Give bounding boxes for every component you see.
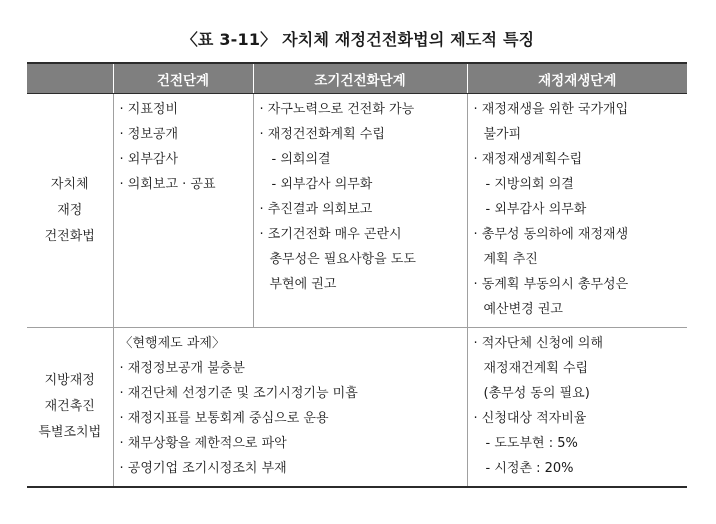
list-heading: 〈현행제도 과제〉 bbox=[119, 336, 225, 351]
cell-rebuild-stage bbox=[467, 94, 687, 328]
list-subitem: - 시정촌 : 20% bbox=[485, 461, 574, 476]
list-item-continuation: 계획 추진 bbox=[483, 252, 538, 267]
cell-sound-stage bbox=[113, 94, 253, 328]
row-head-line: 특별조치법 bbox=[38, 425, 102, 440]
list-item: · 채무상황을 제한적으로 파악 bbox=[119, 436, 287, 451]
list-item: · 공영기업 조기시정조치 부재 bbox=[119, 461, 287, 476]
row-head-line: 자치체 bbox=[50, 176, 89, 192]
list-item: · 적자단체 신청에 의해 bbox=[473, 336, 604, 351]
list-item-continuation: 재정재건계획 수립 bbox=[483, 361, 589, 376]
table-row bbox=[27, 94, 687, 328]
header-row bbox=[27, 63, 687, 94]
list-item: · 신청대상 적자비율 bbox=[473, 411, 587, 426]
header-rebuild-stage: 재정재생단계 bbox=[467, 63, 687, 94]
list-item: · 의회보고 · 공표 bbox=[119, 177, 216, 192]
list-item: · 정보공개 bbox=[119, 127, 178, 142]
list-item: · 추진결과 의회보고 bbox=[259, 202, 373, 217]
list-item: · 재정재생계획수립 bbox=[473, 152, 583, 167]
list-item-continuation: 부현에 권고 bbox=[269, 277, 337, 292]
list-item: · 재정재생을 위한 국가개입 bbox=[473, 102, 629, 117]
row-head-line: 재건촉진 bbox=[44, 399, 95, 414]
list-item: · 자구노력으로 건전화 가능 bbox=[259, 102, 415, 117]
list-subitem: - 지방의회 의결 bbox=[485, 177, 574, 192]
table-row bbox=[27, 328, 687, 488]
list-item-continuation: 불가피 bbox=[483, 127, 522, 142]
row-head-special-act bbox=[27, 328, 113, 488]
cell-rebuild-stage bbox=[467, 328, 687, 488]
list-item: · 총무성 동의하에 재정재생 bbox=[473, 227, 629, 242]
list-item: · 동계획 부동의시 총무성은 bbox=[473, 277, 629, 292]
list-item-continuation: 총무성은 필요사항을 도도 bbox=[269, 252, 416, 267]
header-sound-stage: 건전단계 bbox=[113, 63, 253, 94]
list-item-continuation: (총무성 동의 필요) bbox=[483, 386, 590, 401]
list-item: · 재정정보공개 불충분 bbox=[119, 361, 245, 376]
list-item: · 재정지표를 보통회계 중심으로 운용 bbox=[119, 411, 329, 426]
table-title: 〈표 3-11〉 자치체 재정건전화법의 제도적 특징 bbox=[181, 30, 535, 49]
list-item: · 재건단체 선정기준 및 조기시정기능 미흡 bbox=[119, 386, 358, 401]
header-blank bbox=[27, 63, 113, 94]
list-item: · 지표정비 bbox=[119, 102, 178, 117]
list-item: · 재정건전화계획 수립 bbox=[259, 127, 385, 142]
list-item-continuation: 예산변경 권고 bbox=[483, 302, 563, 317]
list-subitem: - 외부감사 의무화 bbox=[485, 202, 587, 217]
list-item: · 조기건전화 매우 곤란시 bbox=[259, 227, 402, 242]
row-head-finance-act bbox=[27, 94, 113, 328]
features-table bbox=[27, 62, 687, 488]
row-head-line: 건전화법 bbox=[44, 228, 95, 244]
list-subitem: - 도도부현 : 5% bbox=[485, 436, 578, 451]
cell-current-issues bbox=[113, 328, 467, 488]
header-early-stage: 조기건전화단계 bbox=[253, 63, 467, 94]
list-item: · 외부감사 bbox=[119, 152, 178, 167]
list-subitem: - 의회의결 bbox=[271, 152, 331, 167]
cell-early-stage bbox=[253, 94, 467, 328]
row-head-line: 재정 bbox=[57, 202, 83, 218]
list-subitem: - 외부감사 의무화 bbox=[271, 177, 373, 192]
row-head-line: 지방재정 bbox=[44, 373, 95, 388]
